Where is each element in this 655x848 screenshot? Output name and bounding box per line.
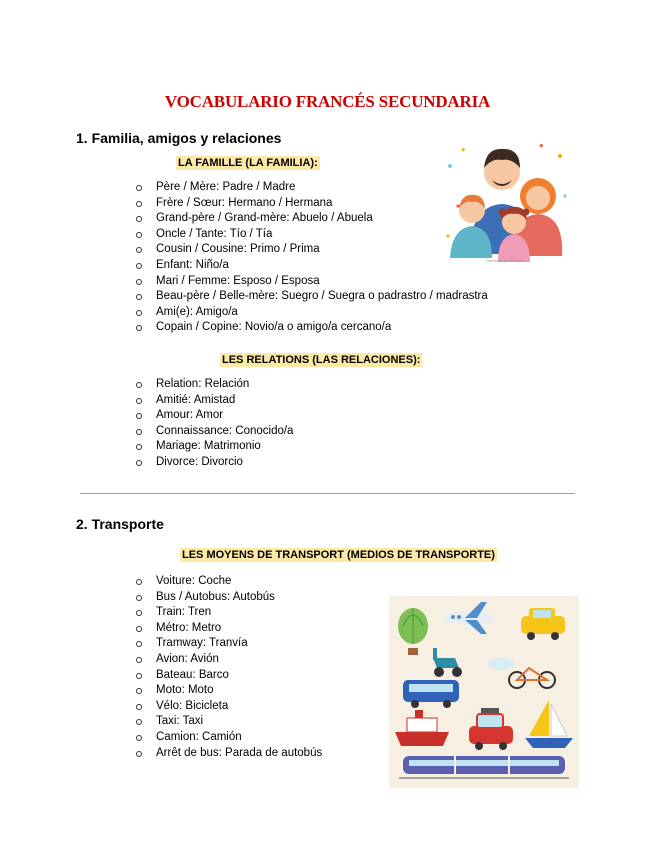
list-item: Tramway: Tranvía	[136, 636, 322, 652]
family-subheading-label: LA FAMILLE (LA FAMILIA):	[178, 157, 318, 169]
list-item: Amitié: Amistad	[136, 393, 293, 409]
list-item: Amour: Amor	[136, 408, 293, 424]
list-item: Mariage: Matrimonio	[136, 439, 293, 455]
list-item: Bus / Autobus: Autobús	[136, 590, 322, 606]
list-item: Bateau: Barco	[136, 668, 322, 684]
family-illustration	[440, 136, 572, 266]
list-item: Train: Tren	[136, 605, 322, 621]
section-heading-family: 1. Familia, amigos y relaciones	[76, 130, 282, 146]
section-divider	[80, 493, 575, 494]
list-item: Mari / Femme: Esposo / Esposa	[136, 274, 488, 290]
list-item: Grand-père / Grand-mère: Abuelo / Abuela	[136, 211, 488, 227]
transport-illustration	[389, 596, 579, 788]
list-item: Oncle / Tante: Tío / Tía	[136, 227, 488, 243]
transport-subheading-label: LES MOYENS DE TRANSPORT (MEDIOS DE TRANSPORTE)	[182, 549, 495, 561]
list-item: Arrêt de bus: Parada de autobús	[136, 746, 322, 762]
family-subheading	[176, 153, 320, 171]
transport-subheading	[180, 545, 497, 563]
transport-vocab-list	[136, 574, 322, 761]
list-item: Cousin / Cousine: Primo / Prima	[136, 242, 488, 258]
relations-subheading-label: LES RELATIONS (LAS RELACIONES):	[222, 354, 421, 366]
relations-vocab-list	[136, 377, 293, 471]
family-image	[440, 136, 572, 266]
page-title: VOCABULARIO FRANCÉS SECUNDARIA	[164, 92, 491, 111]
family-vocab-list	[136, 180, 488, 336]
list-item: Enfant: Niño/a	[136, 258, 488, 274]
list-item: Connaissance: Conocido/a	[136, 424, 293, 440]
list-item: Beau-père / Belle-mère: Suegro / Suegra o padrastro / madrastra	[136, 289, 488, 305]
list-item: Vélo: Bicicleta	[136, 699, 322, 715]
list-item: Taxi: Taxi	[136, 714, 322, 730]
section-heading-transport: 2. Transporte	[76, 516, 164, 532]
list-item: Copain / Copine: Novio/a o amigo/a cercano/a	[136, 320, 488, 336]
list-item: Camion: Camión	[136, 730, 322, 746]
list-item: Divorce: Divorcio	[136, 455, 293, 471]
list-item: Avion: Avión	[136, 652, 322, 668]
list-item: Frère / Sœur: Hermano / Hermana	[136, 196, 488, 212]
list-item: Ami(e): Amigo/a	[136, 305, 488, 321]
image-credit: Diseñado por Freepik	[486, 258, 525, 263]
list-item: Voiture: Coche	[136, 574, 322, 590]
transport-image	[389, 596, 579, 788]
list-item: Relation: Relación	[136, 377, 293, 393]
list-item: Métro: Metro	[136, 621, 322, 637]
list-item: Moto: Moto	[136, 683, 322, 699]
relations-subheading	[220, 350, 422, 368]
list-item: Père / Mère: Padre / Madre	[136, 180, 488, 196]
